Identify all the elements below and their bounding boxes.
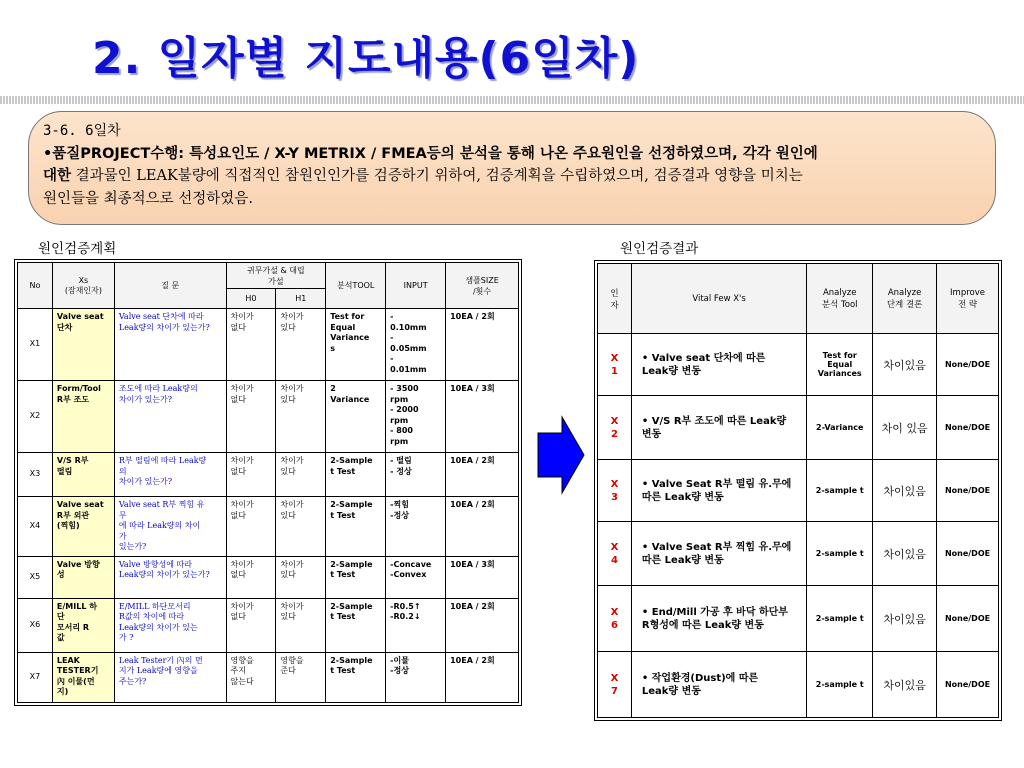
header-question: 질 문 [114,263,226,309]
row-h1: 차이가 있다 [276,497,326,557]
header-sample: 샘플SIZE /횟수 [446,263,519,309]
row-improve: None/DOE [937,586,999,652]
row-h1: 차이가 있다 [276,453,326,497]
row-analyze-result: 차이있음 [873,586,937,652]
row-h1: 차이가 있다 [276,381,326,453]
row-factor-id: X 4 [598,522,632,586]
row-factor: Valve 방향 성 [52,556,114,598]
row-sample: 10EA / 2회 [446,309,519,381]
row-question: Valve seat R부 찍힘 유 무 에 따라 Leak량의 차이 가 있는가? [114,497,226,557]
row-analyze-tool: 2-sample t [807,586,873,652]
row-tool: 2-Sample t Test [326,652,386,702]
row-improve: None/DOE [937,522,999,586]
row-analyze-result: 차이있음 [873,522,937,586]
row-factor: Form/Tool R부 조도 [52,381,114,453]
row-vital-few: • Valve Seat R부 떨림 유.무에 따른 Leak량 변동 [631,460,806,522]
summary-heading: 3-6. 6일차 [43,123,121,139]
result-row [598,460,999,522]
header-improve: Improve 전 략 [937,264,999,334]
plan-row [18,497,519,557]
plan-row [18,652,519,702]
row-factor-id: X 7 [598,652,632,718]
row-analyze-result: 차이 있음 [873,396,937,460]
row-vital-few: • Valve seat 단차에 따른 Leak량 변동 [631,334,806,396]
row-input: -R0.5↑ -R0.2↓ [386,598,446,652]
header-factor: 인 자 [598,264,632,334]
row-vital-few: • 작업환경(Dust)에 따른 Leak량 변동 [631,652,806,718]
page-title: 2. 일자별 지도내용(6일차) [92,33,640,84]
row-improve: None/DOE [937,460,999,522]
row-sample: 10EA / 2회 [446,453,519,497]
row-question: Leak Tester기 內의 먼 지가 Leak량에 영향을 주는가? [114,652,226,702]
row-h0: 차이가 없다 [226,309,276,381]
row-analyze-result: 차이있음 [873,334,937,396]
row-question: R부 떨림에 따라 Leak량 의 차이가 있는가? [114,453,226,497]
row-improve: None/DOE [937,396,999,460]
row-improve: None/DOE [937,334,999,396]
row-improve: None/DOE [937,652,999,718]
header-tool: 분석TOOL [326,263,386,309]
row-analyze-result: 차이있음 [873,652,937,718]
row-analyze-result: 차이있음 [873,460,937,522]
summary-line3-bold: 대한 [43,168,72,184]
row-analyze-tool: 2-sample t [807,460,873,522]
row-h0: 영향을 주지 않는다 [226,652,276,702]
row-question: 조도에 따라 Leak량의 차이가 있는가? [114,381,226,453]
row-tool: 2-Sample t Test [326,453,386,497]
row-h0: 차이가 없다 [226,598,276,652]
row-question: E/MILL 하단모서리 R값의 차이에 따라 Leak량의 차이가 있는 가 ? [114,598,226,652]
row-sample: 10EA / 3회 [446,381,519,453]
row-factor: E/MILL 하 단 모서리 R 값 [52,598,114,652]
summary-line4: 원인들을 최종적으로 선정하였음. [43,190,253,207]
result-row [598,522,999,586]
plan-row [18,556,519,598]
row-h1: 차이가 있다 [276,309,326,381]
row-factor-id: X 1 [598,334,632,396]
row-number: X7 [18,652,53,702]
row-input: - 떨림 - 정상 [386,453,446,497]
row-h1: 차이가 있다 [276,598,326,652]
row-number: X2 [18,381,53,453]
plan-row [18,598,519,652]
row-input: -이물 -정상 [386,652,446,702]
row-tool: Test for Equal Variance s [326,309,386,381]
row-factor: LEAK TESTER기 內 이물(먼 지) [52,652,114,702]
summary-box [28,111,996,225]
header-hypothesis: 귀무가설 & 대립 가설 [226,263,326,289]
row-number: X5 [18,556,53,598]
plan-row [18,309,519,381]
row-sample: 10EA / 2회 [446,497,519,557]
result-row [598,652,999,718]
row-h1: 영향을 준다 [276,652,326,702]
row-vital-few: • V/S R부 조도에 따른 Leak량 변동 [631,396,806,460]
row-number: X6 [18,598,53,652]
row-h1: 차이가 있다 [276,556,326,598]
row-analyze-tool: 2-sample t [807,522,873,586]
row-analyze-tool: 2-Variance [807,396,873,460]
arrow-right-icon [536,415,586,495]
row-input: -찍힘 -정상 [386,497,446,557]
header-h1: H1 [276,289,326,309]
result-row [598,334,999,396]
row-factor-id: X 2 [598,396,632,460]
row-factor: V/S R부 떨림 [52,453,114,497]
header-no: No [18,263,53,309]
row-vital-few: • Valve Seat R부 찍힘 유.무에 따른 Leak량 변동 [631,522,806,586]
row-tool: 2-Sample t Test [326,497,386,557]
row-factor: Valve seat R부 외관 (찍힘) [52,497,114,557]
row-input: - 3500 rpm - 2000 rpm - 800 rpm [386,381,446,453]
row-h0: 차이가 없다 [226,381,276,453]
header-input: INPUT [386,263,446,309]
row-sample: 10EA / 3회 [446,556,519,598]
title-divider [0,96,1024,104]
header-h0: H0 [226,289,276,309]
row-h0: 차이가 없다 [226,497,276,557]
row-factor-id: X 3 [598,460,632,522]
row-factor: Valve seat 단차 [52,309,114,381]
row-vital-few: • End/Mill 가공 후 바닥 하단부 R형성에 따른 Leak량 변동 [631,586,806,652]
result-row [598,396,999,460]
plan-row [18,453,519,497]
row-question: Valve 방향성에 따라 Leak량의 차이가 있는가? [114,556,226,598]
row-sample: 10EA / 2회 [446,598,519,652]
verification-result-table [597,263,999,718]
row-input: - 0.10mm - 0.05mm - 0.01mm [386,309,446,381]
summary-bullet: •품질PROJECT수행: 특성요인도 / X-Y METRIX / FMEA등의 분석을 통해 나온 주요원인을 선정하였으며, 각각 원인에 [43,145,818,162]
summary-line3: 결과물인 LEAK불량에 직접적인 참원인인가를 검증하기 위하여, 검증계획을 수립하였으며, 검증결과 영향을 미치는 [71,168,803,184]
row-sample: 10EA / 2회 [446,652,519,702]
header-xs: Xs (잠재인자) [52,263,114,309]
row-h0: 차이가 없다 [226,453,276,497]
header-analyze-result: Analyze 단계 결론 [873,264,937,334]
result-section-label: 원인검증결과 [620,241,699,257]
result-row [598,586,999,652]
row-input: -Concave -Convex [386,556,446,598]
row-tool: 2-Sample t Test [326,598,386,652]
row-tool: 2 Variance [326,381,386,453]
plan-section-label: 원인검증계획 [38,241,117,257]
row-number: X4 [18,497,53,557]
plan-row [18,381,519,453]
header-vital-few: Vital Few X's [631,264,806,334]
row-tool: 2-Sample t Test [326,556,386,598]
row-question: Valve seat 단차에 따라 Leak량의 차이가 있는가? [114,309,226,381]
row-factor-id: X 6 [598,586,632,652]
verification-plan-table [17,262,519,703]
row-number: X1 [18,309,53,381]
row-analyze-tool: Test for Equal Variances [807,334,873,396]
row-number: X3 [18,453,53,497]
row-h0: 차이가 없다 [226,556,276,598]
row-analyze-tool: 2-sample t [807,652,873,718]
header-analyze-tool: Analyze 분석 Tool [807,264,873,334]
